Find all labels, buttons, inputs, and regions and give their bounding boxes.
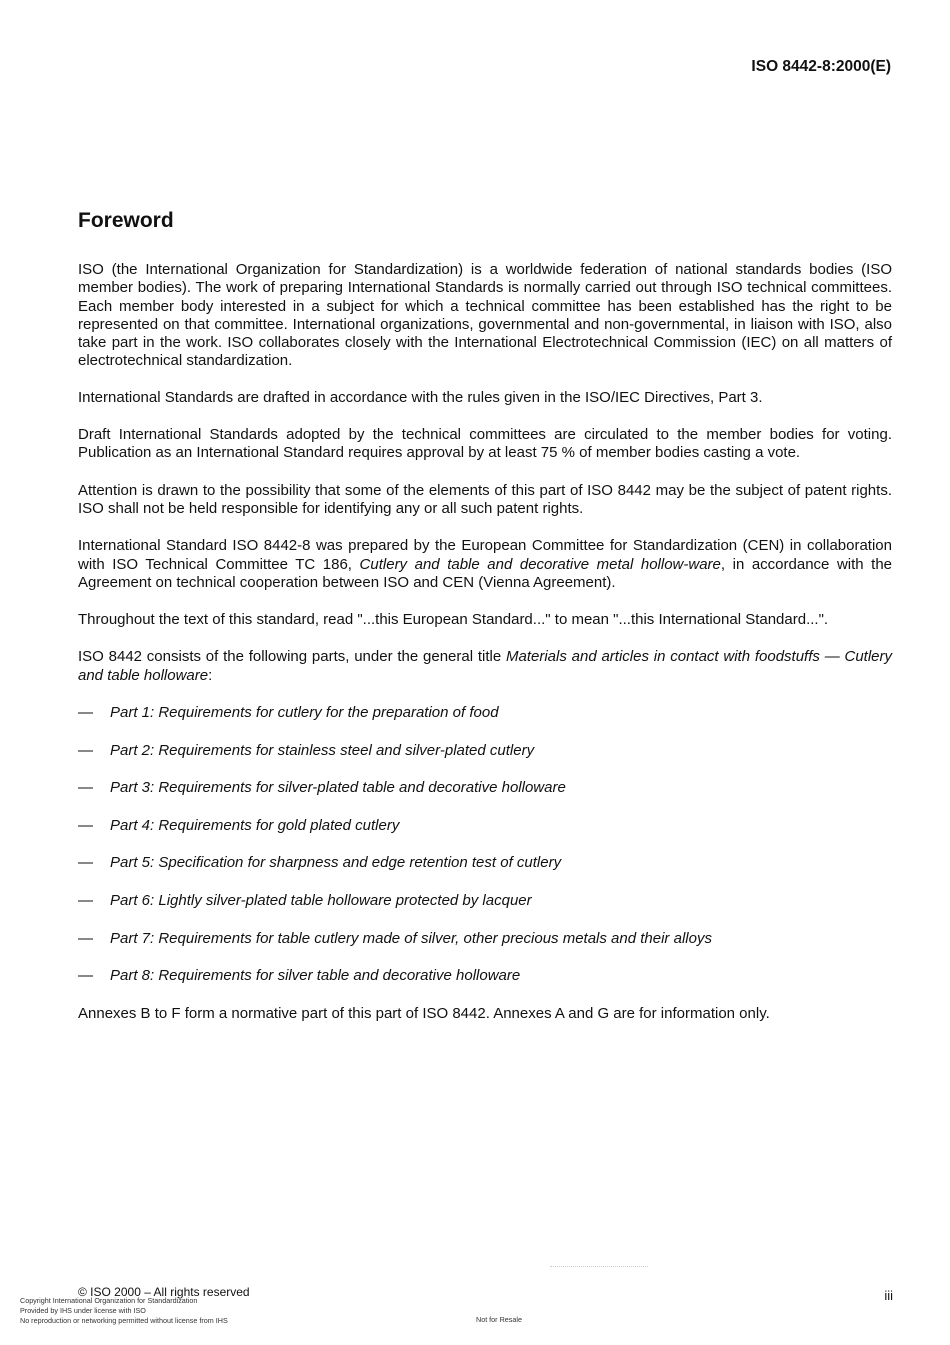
list-dash: — [78,704,93,722]
list-dash: — [78,892,93,910]
paragraph-annexes: Annexes B to F form a normative part of this part of ISO 8442. Annexes A and G are for information only. [78,1004,770,1022]
list-dash: — [78,854,93,872]
list-item [78,779,892,797]
page-title: Foreword [78,209,174,232]
list-dash: — [78,967,93,985]
list-item [78,930,892,948]
license-notice-line: Provided by IHS under license with ISO [20,1305,146,1315]
license-notice [20,1296,228,1325]
page-number: iii [884,1288,893,1303]
general-title: Materials and articles in contact with foodstuffs — Cutlery and table holloware [78,648,892,684]
paragraph-voting: Draft International Standards adopted by the technical committees are circulated to the member bodies for voting. Publication as an International Standard requires approval by at least 75 % of member bodies casting a vote. [78,426,892,462]
list-dash: — [78,779,93,797]
list-item [78,704,892,722]
part-title: Part 8: Requirements for silver table and decorative holloware [110,967,521,985]
list-item [78,854,892,872]
part-title: Part 4: Requirements for gold plated cutlery [110,816,400,834]
committee-title: Cutlery and table and decorative metal hollow-ware [359,555,721,573]
paragraph-directives: International Standards are drafted in accordance with the rules given in the ISO/IEC Directives, Part 3. [78,388,763,406]
part-title: Part 1: Requirements for cutlery for the preparation of food [110,704,499,722]
part-title: Part 7: Requirements for table cutlery made of silver, other precious metals and their alloys [110,929,712,947]
paragraph-preparation-start: International Standard ISO 8442-8 was prepared by the European Committee for Standardization (CEN) in collaboration with ISO Technical Committee TC 186, [78,537,892,573]
not-for-resale: Not for Resale [476,1315,522,1324]
list-dash: — [78,929,93,947]
paragraph-parts-intro [78,648,892,685]
paragraph-iso-intro: ISO (the International Organization for Standardization) is a worldwide federation of national standards bodies (ISO member bodies). The work of preparing International Standards is normally carried out through ISO technical committees. Each member body interested in a subject for which a technical committee has been established has the right to be represented on that committee. International organizations, governmental and non-governmental, in liaison with ISO, also take part in the work. ISO collaborates closely with the International Electrotechnical Commission (IEC) on all matters of electrotechnical standardization. [78,261,892,370]
part-title: Part 2: Requirements for stainless steel and silver-plated cutlery [110,741,535,759]
footer-copyright: © ISO 2000 – All rights reserved [78,1285,250,1299]
paragraph-patent: Attention is drawn to the possibility that some of the elements of this part of ISO 8442 may be the subject of patent rights. ISO shall not be held responsible for identifying any or all such patent rights. [78,481,892,517]
paragraph-preparation [78,537,892,592]
dotted-divider [550,1266,648,1267]
document-id: ISO 8442-8:2000(E) [751,58,891,75]
foreword-body [78,261,892,1042]
paragraph-parts-intro-end: : [208,666,213,684]
paragraph-read-as: Throughout the text of this standard, read "...this European Standard..." to mean "...this International Standard...". [78,611,829,629]
part-title: Part 3: Requirements for silver-plated table and decorative holloware [110,779,566,797]
parts-list [78,704,892,985]
paragraph-parts-intro-start: ISO 8442 consists of the following parts, under the general title [78,648,506,666]
list-dash: — [78,816,93,834]
paragraph-preparation-end: , in accordance with the Agreement on technical cooperation between ISO and CEN (Vienna Agreement). [78,555,893,591]
list-item [78,817,892,835]
list-dash: — [78,741,93,759]
list-item [78,892,892,910]
part-title: Part 5: Specification for sharpness and edge retention test of cutlery [110,854,562,872]
part-title: Part 6: Lightly silver-plated table holloware protected by lacquer [110,892,532,910]
license-notice-line: Copyright International Organization for Standardization [20,1296,198,1305]
list-item [78,967,892,985]
license-notice-line: No reproduction or networking permitted without license from IHS [20,1315,228,1325]
list-item [78,742,892,760]
